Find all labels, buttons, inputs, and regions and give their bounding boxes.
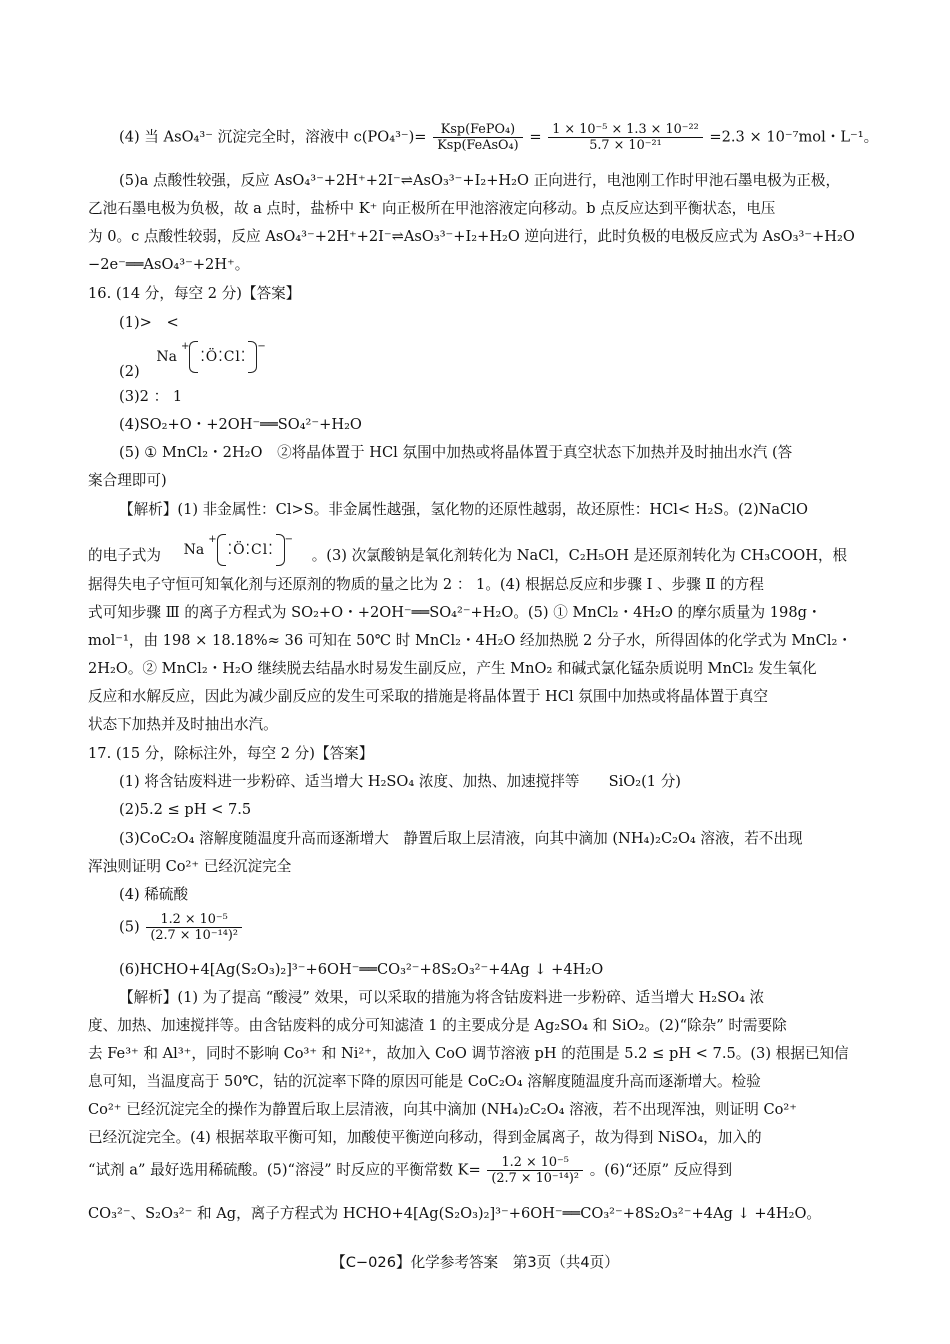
text-line: 状态下加热并及时抽出水汽。 xyxy=(88,716,278,733)
page-footer: 【C−026】化学参考答案 第3页（共4页） xyxy=(331,1254,619,1271)
answer-17-5: (5) $\frac{\text{1.2 × 10⁻⁵}}{\text{(2.7 × 10⁻¹⁴)²}}$ xyxy=(119,912,869,943)
question-17-heading: 17. (15 分，除标注外，每空 2 分)【答案】 xyxy=(88,745,374,762)
text-line: (1)> < xyxy=(119,314,179,331)
text-line: 反应和水解反应，因此为减少副反应的发生可采取的措施是将晶体置于 HCl 氛围中加热或将晶体置于真空 xyxy=(88,688,768,705)
naclo-electron-formula: Na + ⁚Ö⁚Cl⁚ − xyxy=(156,341,265,373)
equilibrium-constant-fraction-inline: $\frac{\text{1.2 × 10⁻⁵}}{\text{(2.7 × 10⁻¹⁴)²}}$ xyxy=(487,1155,583,1186)
answer-15-4: (4) 当 AsO₄³⁻ 沉淀完全时，溶液中 c(PO₄³⁻)= $\frac{\text{Ksp(FePO₄)}}{\text{Ksp(FeAsO₄)}}$ = $\frac{\text{1 × 10⁻⁵ × 1.3 × 10⁻²²}}{\text{5.7 × 10⁻²¹}}$ =2.3 × 10⁻⁷mol・L⁻¹。 xyxy=(119,122,879,153)
text-line: 2H₂O。② MnCl₂・H₂O 继续脱去结晶水时易发生副反应，产生 MnO₂ 和碱式氯化锰杂质说明 MnCl₂ 发生氧化 xyxy=(88,660,817,677)
text-line: (5) ① MnCl₂・2H₂O ②将晶体置于 HCl 氛围中加热或将晶体置于真空状态下加热并及时抽出水汽 (答 xyxy=(119,444,793,461)
text-line: (2)5.2 ≤ pH < 7.5 xyxy=(119,801,252,818)
text-line: 【解析】(1) 为了提高 “酸浸” 效果，可以采取的措施为将含钴废料进一步粉碎、适当增大 H₂SO₄ 浓 xyxy=(119,989,765,1006)
text-line: 式可知步骤 Ⅲ 的离子方程式为 SO₂+O・+2OH⁻══SO₄²⁻+H₂O。(5) ① MnCl₂・4H₂O 的摩尔质量为 198g・ xyxy=(88,604,822,621)
naclo-electron-formula-inline: Na + ⁚Ö⁚Cl⁚ − xyxy=(184,534,293,566)
text-line: 案合理即可) xyxy=(88,472,167,489)
text-line: 去 Fe³⁺ 和 Al³⁺，同时不影响 Co³⁺ 和 Ni²⁺，故加入 CoO 调节溶液 pH 的范围是 5.2 ≤ pH < 7.5。(3) 根据已知信 xyxy=(88,1045,849,1062)
text-line: 浑浊则证明 Co²⁺ 已经沉淀完全 xyxy=(88,858,292,875)
text-line: (6)HCHO+4[Ag(S₂O₃)₂]³⁻+6OH⁻══CO₃²⁻+8S₂O₃²⁻+4Ag ↓ +4H₂O xyxy=(119,961,604,978)
left-bracket xyxy=(217,534,226,566)
text-line: (5)a 点酸性较强，反应 AsO₄³⁻+2H⁺+2I⁻⇌AsO₃³⁻+I₂+H₂O 正向进行，电池刚工作时甲池石墨电极为正极， xyxy=(119,172,841,189)
text-line: (3)2 ： 1 xyxy=(119,388,183,405)
text-line: 【解析】(1) 非金属性：Cl>S。非金属性越强，氢化物的还原性越弱，故还原性：HCl< H₂S。(2)NaClO xyxy=(119,501,808,518)
text-line: (4)SO₂+O・+2OH⁻══SO₄²⁻+H₂O xyxy=(119,416,362,433)
left-bracket xyxy=(189,341,198,373)
answer-16-2: (2) Na + ⁚Ö⁚Cl⁚ − xyxy=(119,341,266,380)
right-bracket xyxy=(248,341,257,373)
text-line: CO₃²⁻、S₂O₃²⁻ 和 Ag，离子方程式为 HCHO+4[Ag(S₂O₃)₂]³⁻+6OH⁻══CO₃²⁻+8S₂O₃²⁻+4Ag ↓ +4H₂O。 xyxy=(88,1205,822,1222)
text-line: −2e⁻══AsO₄³⁻+2H⁺。 xyxy=(88,256,250,273)
text-line: Co²⁺ 已经沉淀完全的操作为静置后取上层清液，向其中滴加 (NH₄)₂C₂O₄ 溶液，若不出现浑浊，则证明 Co²⁺ xyxy=(88,1101,797,1118)
text-line: mol⁻¹，由 198 × 18.18%≈ 36 可知在 50℃ 时 MnCl₂・4H₂O 经加热脱 2 分子水，所得固体的化学式为 MnCl₂・ xyxy=(88,632,852,649)
text-line: 为 0。c 点酸性较弱，反应 AsO₄³⁻+2H⁺+2I⁻⇌AsO₃³⁻+I₂+H₂O 逆向进行，此时负极的电极反应式为 AsO₃³⁻+H₂O xyxy=(88,228,855,245)
text-line: 已经沉淀完全。(4) 根据萃取平衡可知，加酸使平衡逆向移动，得到金属离子，故为得到 NiSO₄，加入的 xyxy=(88,1129,762,1146)
text-line: 息可知，当温度高于 50℃，钴的沉淀率下降的原因可能是 CoC₂O₄ 溶解度随温度升高而逐渐增大。检验 xyxy=(88,1073,761,1090)
text-line: (4) 稀硫酸 xyxy=(119,886,189,903)
question-16-heading: 16. (14 分，每空 2 分)【答案】 xyxy=(88,285,301,302)
analysis-16-electron-line: 的电子式为 Na + ⁚Ö⁚Cl⁚ − 。(3) 次氯酸钠是氧化剂转化为 NaCl，C₂H₅OH 是还原剂转化为 CH₃COOH，根 xyxy=(88,534,848,564)
text-line: 据得失电子守恒可知氧化剂与还原剂的物质的量之比为 2 ： 1。(4) 根据总反应和步骤 Ⅰ 、步骤 Ⅱ 的方程 xyxy=(88,576,764,593)
text-line: (1) 将含钴废料进一步粉碎、适当增大 H₂SO₄ 浓度、加热、加速搅拌等 SiO₂(1 分) xyxy=(119,773,681,790)
text-line: 度、加热、加速搅拌等。由含钴废料的成分可知滤渣 1 的主要成分是 Ag₂SO₄ 和 SiO₂。(2)“除杂” 时需要除 xyxy=(88,1017,787,1034)
ksp-value-fraction: $\frac{\text{1 × 10⁻⁵ × 1.3 × 10⁻²²}}{\text{5.7 × 10⁻²¹}}$ xyxy=(548,122,703,153)
ksp-ratio-fraction: $\frac{\text{Ksp(FePO₄)}}{\text{Ksp(FeAsO₄)}}$ xyxy=(433,122,523,153)
analysis-17-k-line: “试剂 a” 最好选用稀硫酸。(5)“溶浸” 时反应的平衡常数 K= $\frac{\text{1.2 × 10⁻⁵}}{\text{(2.7 × 10⁻¹⁴)²}}$ 。(6)“还原” 反应得到 xyxy=(88,1155,733,1186)
text-line: (3)CoC₂O₄ 溶解度随温度升高而逐渐增大 静置后取上层清液，向其中滴加 (NH₄)₂C₂O₄ 溶液，若不出现 xyxy=(119,830,803,847)
equilibrium-constant-fraction: $\frac{\text{1.2 × 10⁻⁵}}{\text{(2.7 × 10⁻¹⁴)²}}$ xyxy=(146,912,242,943)
right-bracket xyxy=(276,534,285,566)
text-line: 乙池石墨电极为负极，故 a 点时，盐桥中 K⁺ 向正极所在甲池溶液定向移动。b 点反应达到平衡状态，电压 xyxy=(88,200,776,217)
